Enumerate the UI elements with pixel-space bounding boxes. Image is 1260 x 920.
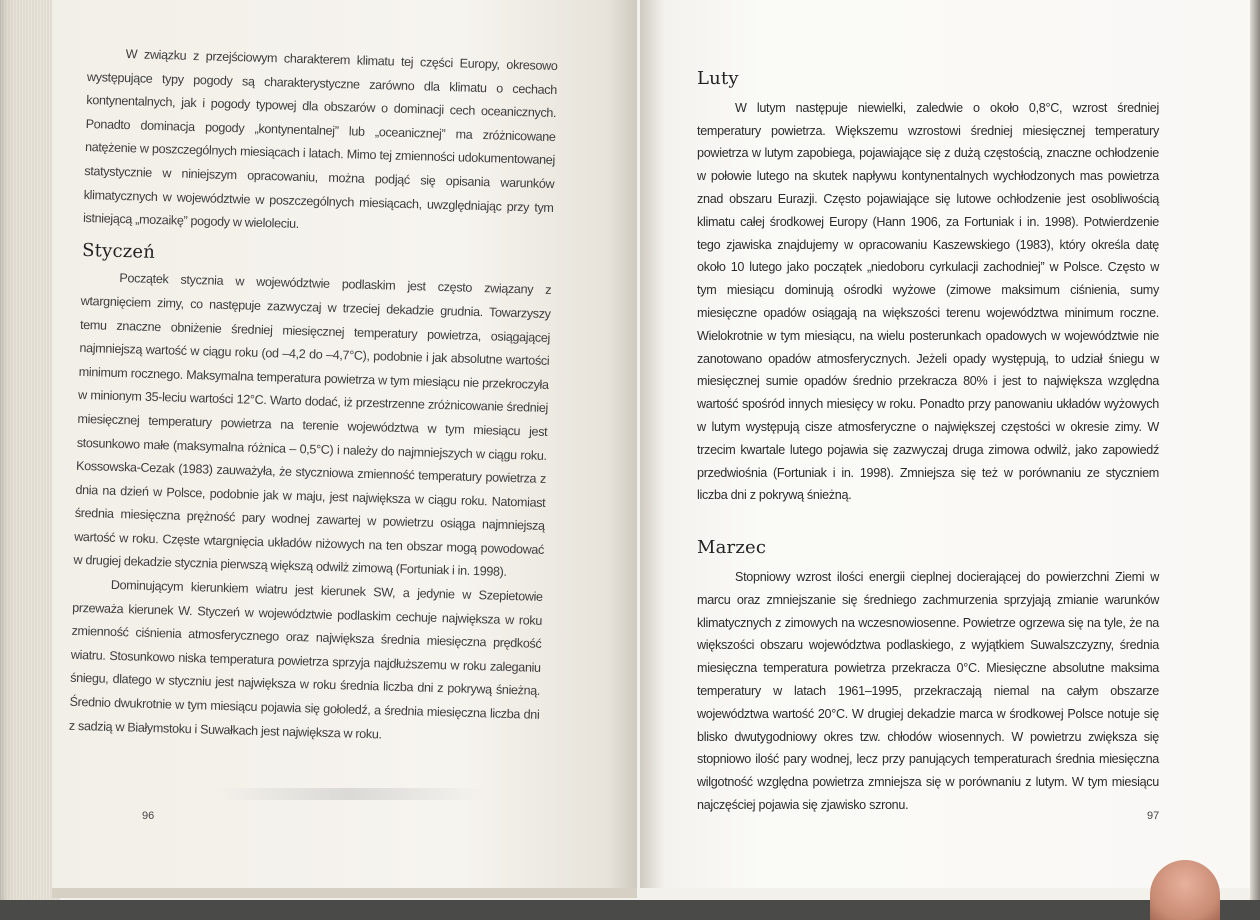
page-edges-left <box>0 0 60 900</box>
paragraph: Stopniowy wzrost ilości energii cieplnej docierającej do powierzchni Ziemi w marcu oraz zmniejszanie się średniego zachmurzenia sprzyjają zmianie warunków klimatycznych z zimowych na wczesnowiosenne. Powietrze ogrzewa się na tyle, że na większości obszaru województwa podlaskiego, z wyjątkiem Suwalszczyzny, średnia miesięczna temperatura powietrza przekracza 0°C. Miesięczne absolutne maksima temperatury w latach 1961–1995, przekraczają niemal na całym obszarze województwa wartość 20°C. W drugiej dekadzie marca w środkowej Polsce notuje się blisko dwutygodniowy okres tzw. chłodów wiosennych. W powietrzu zwiększa się stopniowo ilość pary wodnej, lecz przy panujących temperaturach średnia miesięczna wilgotność względna powietrza zmniejsza się w porównaniu z lutym. W tym miesiącu najczęściej pojawia się zjawisko szronu. <box>697 569 1159 812</box>
left-page-text <box>69 42 558 751</box>
page-edges-right <box>1250 0 1260 900</box>
section-heading-marzec: Marzec <box>697 537 767 559</box>
page-number-right: 97 <box>1147 810 1160 822</box>
page-number-left: 96 <box>142 810 155 822</box>
section-heading-luty: Luty <box>697 68 739 89</box>
paragraph: W lutym następuje niewielki, zaledwie o około 0,8°C, wzrost średniej temperatury powietrza. Większemu wzrostowi średniej miesięcznej temperatury powietrza w lutym zapobiega, pojawiające się z dużą częstością, znaczne ochłodzenie w połowie lutego na skutek napływu kontynentalnych wychłodzonych mas powietrza znad obszaru Eurazji. Często pojawiające się lutowe ochłodzenie jest osobliwością klimatu całej środkowej Europy (Hann 1906, za Fortuniak i in. 1998). Potwierdzenie tego zjawiska znajdujemy w opracowaniu Kaszewskiego (1983), który określa datę około 10 lutego jako początek „niedoboru cyrkulacji zachodniej” w Polsce. Często w tym miesiącu dominują ośrodki wyżowe (zimowe maksimum ciśnienia, sumy miesięczne opadów osiągają na większości terenu województwa minimum roczne. Wielokrotnie w tym miesiącu, na wielu posterunkach opadowych w województwie nie zanotowano opadów atmosferycznych. Jeżeli opady występują, to udział śniegu w miesięcznej sumie opadów średnio przekracza 80% i jest to największa względna wartość spośród innych miesięcy w roku. Ponadto przy panowaniu układów wyżowych w lutym występują cisze atmosferyczne o największej częstości w okresie zimy. W trzecim kwartale lutego pojawia się zazwyczaj druga zimowa odwilż, jako zapowiedź przedwiośnia (Fortuniak i in. 1998). Zmniejsza się też w porównaniu ze styczniem liczba dni z pokrywą śnieżną. <box>697 100 1159 503</box>
page-smudge <box>215 788 485 800</box>
paragraph: Początek stycznia w województwie podlaskim jest często związany z wtargnięciem zimy, co następuje zazwyczaj w trzeciej dekadzie grudnia. Towarzyszy temu znaczne obniżenie średniej miesięcznej temperatury powietrza, osiągającej najmniejszą wartość w ciągu roku (od –4,2 do –4,7°C), podobnie i jak absolutne wartości minimum rocznego. Maksymalna temperatura powietrza w tym miesiącu nie przekroczyła w minionym 35-leciu wartości 12°C. Warto dodać, iż przestrzenne zróżnicowanie średniej miesięcznej temperatury powietrza na terenie województwa w tym miesiącu jest stosunkowo małe (maksymalna różnica – 0,5°C) i należy do najmniejszych w ciągu roku. Kossowska-Cezak (1983) zauważyła, że styczniowa zmienność temperatury powietrza z dnia na dzień w Polsce, podobnie jak w maju, jest największa w ciągu roku. Natomiast średnia miesięczna prężność pary wodnej zawartej w powietrzu osiąga najmniejszą wartość w roku. Częste wtargnięcia układów niżowych na ten obszar mogą powodować w drugiej dekadzie stycznia pierwszą większą odwilż zimową (Fortuniak i in. 1998). <box>73 271 552 580</box>
right-page-text <box>697 68 1159 817</box>
intro-paragraph: W związku z przejściowym charakterem klimatu tej części Europy, okresowo występujące typy pogody są charakterystyczne zarówno dla klimatu o cechach kontynentalnych, jak i pogody typowej dla obszarów o dominacji cech oceanicznych. Ponadto dominacja pogody „kontynentalnej” lub „oceanicznej” ma zróżnicowane natężenie w poszczególnych miesiącach i latach. Mimo tej zmienności udokumentowanej statystycznie w niniejszym opracowaniu, można podjąć się opisania warunków klimatycznych w województwie w poszczególnych miesiącach, uwzględniając przy tym istniejącą „mozaikę” pogody w wieloleciu. <box>82 47 558 232</box>
section-heading-styczen: Styczeń <box>81 239 156 263</box>
paragraph: Dominującym kierunkiem wiatru jest kierunek SW, a jedynie w Szepietowie przeważa kierunek W. Styczeń w województwie podlaskim cechuje największa w roku zmienność ciśnienia atmosferycznego oraz największa średnia miesięczna prędkość wiatru. Stosunkowo niska temperatura powietrza sprzyja najdłuższemu w roku zaleganiu śniegu, dlatego w styczniu jest największa w roku średnia liczba dni z pokrywą śnieżną. Średnio dwukrotnie w tym miesiącu pojawia się gołoledź, a średnia miesięczna liczba dni z sadzią w Białymstoku i Suwałkach jest największa w roku. <box>68 577 543 742</box>
